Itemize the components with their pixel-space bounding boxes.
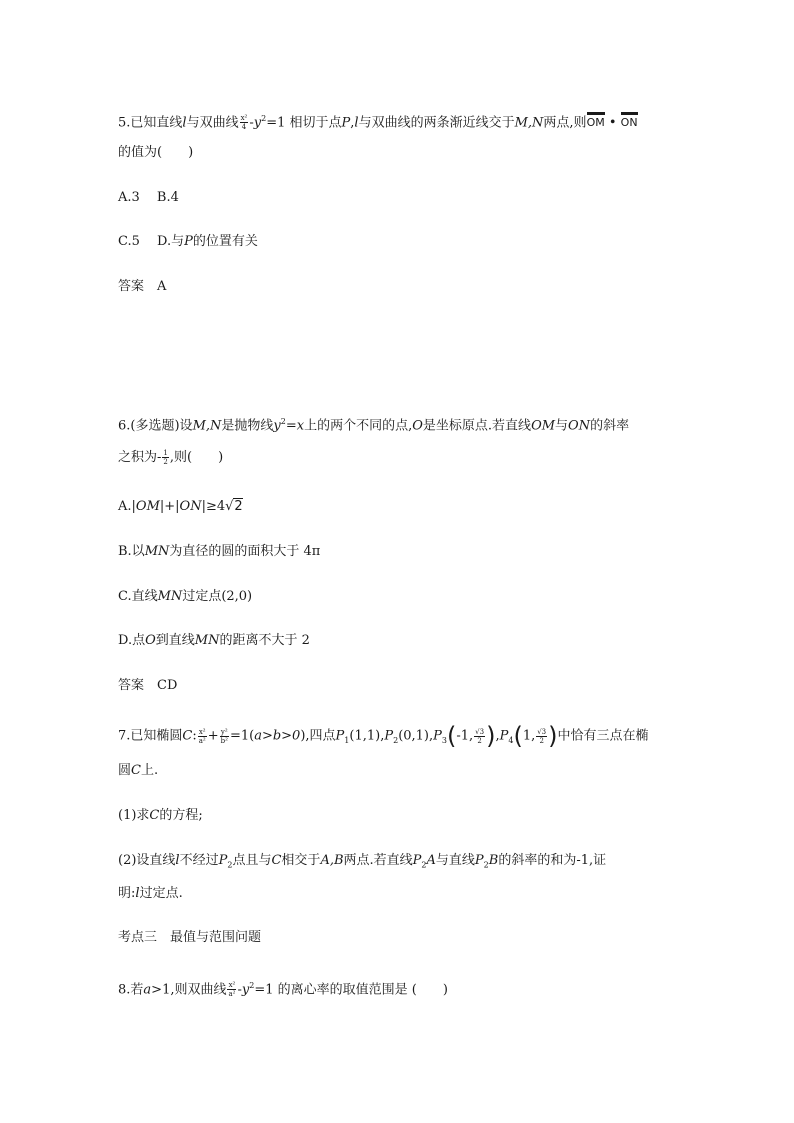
var-ON: ON xyxy=(568,418,591,434)
vector-OM: OM xyxy=(587,112,605,128)
text: 与双曲线 xyxy=(186,115,239,131)
var-OM: OM xyxy=(531,418,556,434)
subscript: 4 xyxy=(508,736,514,746)
var-OM: OM xyxy=(135,499,160,514)
q7-stem-line1 xyxy=(118,722,649,750)
subscript: 1 xyxy=(344,736,350,746)
text: 两点,则 xyxy=(543,115,587,131)
text: -1, xyxy=(456,728,474,744)
text: C.5 D.与 xyxy=(118,234,185,249)
var-MN: MN xyxy=(194,633,220,648)
q8-stem xyxy=(118,977,448,999)
fraction-x2-over-a2: $\frac{\text{x²}}{\text{a²}}$ xyxy=(228,981,236,999)
vector-ON: ON xyxy=(621,112,638,128)
subscript: 2 xyxy=(421,860,427,870)
var-P2: P xyxy=(474,853,484,868)
text: 到直线 xyxy=(155,633,195,648)
q6-option-a xyxy=(118,498,243,516)
text: - xyxy=(249,115,254,131)
var-P: P xyxy=(184,234,193,249)
superscript: 2 xyxy=(261,114,267,123)
var-MN: MN xyxy=(144,544,170,559)
q6-stem-line2 xyxy=(118,449,223,467)
var-P2: P xyxy=(412,853,422,868)
q7-sub2-line2 xyxy=(118,885,183,903)
text: ),四点 xyxy=(300,728,336,744)
text: 的方程; xyxy=(159,808,203,823)
text: 与双曲线的两条渐近线交于 xyxy=(358,115,515,131)
q6-option-b xyxy=(118,543,320,561)
text: |≥4 xyxy=(201,499,226,514)
subscript: 2 xyxy=(483,860,489,870)
q7-sub2-line1 xyxy=(118,852,606,875)
var-C: C xyxy=(182,728,193,744)
text: (1)求 xyxy=(118,808,150,823)
paren: ) xyxy=(486,722,496,750)
text: 8.若 xyxy=(118,982,144,998)
text: ,则( ) xyxy=(169,450,224,465)
var-ON: ON xyxy=(179,499,202,514)
fraction-x2-over-a2: $\frac{\text{x²}}{\text{a²}}$ xyxy=(198,727,206,745)
var-C: C xyxy=(131,763,141,778)
section-heading: 考点三 最值与范围问题 xyxy=(118,930,262,945)
text: 的斜率的和为-1,证 xyxy=(498,853,607,868)
fraction-x2-over-4: $\frac{\text{x²}}{4}$ xyxy=(240,114,248,132)
text: C.直线 xyxy=(118,589,158,604)
text: 的距离不大于 2 xyxy=(219,633,310,648)
text: 6.(多选题)设 xyxy=(118,418,193,434)
text: + xyxy=(207,728,219,744)
text: 之积为- xyxy=(118,450,162,465)
var-O: O xyxy=(145,633,156,648)
text: 是坐标原点.若直线 xyxy=(422,418,532,434)
text: 中恰有三点在椭 xyxy=(557,728,649,744)
q5-answer: 答案 A xyxy=(118,279,167,294)
var-MN: M,N xyxy=(514,115,544,131)
text: 与直线 xyxy=(435,853,475,868)
var-P1: P xyxy=(335,728,345,744)
var-P: P xyxy=(341,115,351,131)
text: - xyxy=(237,982,242,998)
text: , xyxy=(350,115,355,131)
q6-option-d xyxy=(118,632,310,650)
text: = xyxy=(285,418,297,434)
text: 为直径的圆的面积大于 4π xyxy=(169,544,321,559)
var-A: A xyxy=(426,853,436,868)
text: 的斜率 xyxy=(590,418,630,434)
text: 圆 xyxy=(118,763,132,778)
paren: ( xyxy=(446,722,457,750)
text: |+| xyxy=(159,499,180,514)
q6-answer: 答案 CD xyxy=(118,678,178,693)
var-y: y xyxy=(241,982,250,998)
subscript: 2 xyxy=(393,736,399,746)
var-l: l xyxy=(354,115,359,131)
text: 的位置有关 xyxy=(192,234,258,249)
text: 点且与 xyxy=(232,853,272,868)
sqrt: √2 xyxy=(225,499,243,514)
q5-options-cd xyxy=(118,233,258,251)
var-P2: P xyxy=(218,853,228,868)
fraction-1-over-2: $\frac{1}{2}$ xyxy=(163,449,168,466)
var-C: C xyxy=(149,808,160,823)
paren: ) xyxy=(548,722,558,750)
q7-stem-line2 xyxy=(118,762,158,780)
text: (0,1), xyxy=(398,728,434,744)
var-l: l xyxy=(135,886,140,901)
superscript: 2 xyxy=(249,981,255,990)
text: =1( xyxy=(229,728,255,744)
text: 上. xyxy=(140,763,159,778)
text: A.| xyxy=(118,499,136,514)
text: (2)设直线 xyxy=(118,853,176,868)
text: =1 相切于点 xyxy=(266,115,342,131)
var-C: C xyxy=(271,853,282,868)
text: 两点.若直线 xyxy=(343,853,413,868)
paren: ( xyxy=(513,722,523,750)
subscript: 3 xyxy=(441,736,447,746)
text: 不经过 xyxy=(179,853,219,868)
text: 1, xyxy=(522,728,536,744)
text: (1,1), xyxy=(349,728,385,744)
var-a: a xyxy=(143,982,152,998)
var-P4: P xyxy=(499,728,509,744)
text: 明: xyxy=(118,886,136,901)
text: , xyxy=(495,728,500,744)
text: B.以 xyxy=(118,544,145,559)
text: 过定点(2,0) xyxy=(182,589,253,604)
subscript: 2 xyxy=(227,860,233,870)
var-P3: P xyxy=(433,728,442,744)
var-MN: MN xyxy=(157,589,183,604)
fraction-sqrt3-over-2: $\frac{√3}{2}$ xyxy=(537,727,547,745)
condition: a>b>0 xyxy=(254,728,301,744)
var-y: y xyxy=(253,115,262,131)
text: 过定点. xyxy=(139,886,183,901)
q5-stem-line2: 的值为( ) xyxy=(118,145,194,160)
q6-option-c xyxy=(118,588,252,606)
dot-operator: • xyxy=(604,115,621,131)
text: >1,则双曲线 xyxy=(151,982,227,998)
q5-options-ab: A.3 B.4 xyxy=(118,190,179,205)
fraction-y2-over-b2: $\frac{\text{y²}}{\text{b²}}$ xyxy=(220,727,228,745)
text: 7.已知椭圆 xyxy=(118,728,183,744)
text: 上的两个不同的点, xyxy=(304,418,413,434)
var-O: O xyxy=(412,418,423,434)
text: =1 的离心率的取值范围是 ( ) xyxy=(254,982,448,998)
var-MN: M,N xyxy=(192,418,222,434)
q6-stem-line1 xyxy=(118,413,629,435)
text: : xyxy=(192,728,197,744)
text: 相交于 xyxy=(281,853,321,868)
superscript: 2 xyxy=(280,417,286,426)
var-x: x xyxy=(296,418,305,434)
text: 是抛物线 xyxy=(221,418,274,434)
fraction-sqrt3-over-2: $\frac{√3}{2}$ xyxy=(475,727,485,745)
q5-stem-line1 xyxy=(118,110,638,132)
text: 与 xyxy=(555,418,569,434)
var-B: B xyxy=(488,853,499,868)
var-P2: P xyxy=(384,728,394,744)
text: D.点 xyxy=(118,633,146,648)
var-l: l xyxy=(175,853,180,868)
var-y: y xyxy=(273,418,281,434)
q7-sub1 xyxy=(118,807,203,825)
var-AB: A,B xyxy=(320,853,344,868)
text: 5.已知直线 xyxy=(118,115,183,131)
var-l: l xyxy=(182,115,187,131)
